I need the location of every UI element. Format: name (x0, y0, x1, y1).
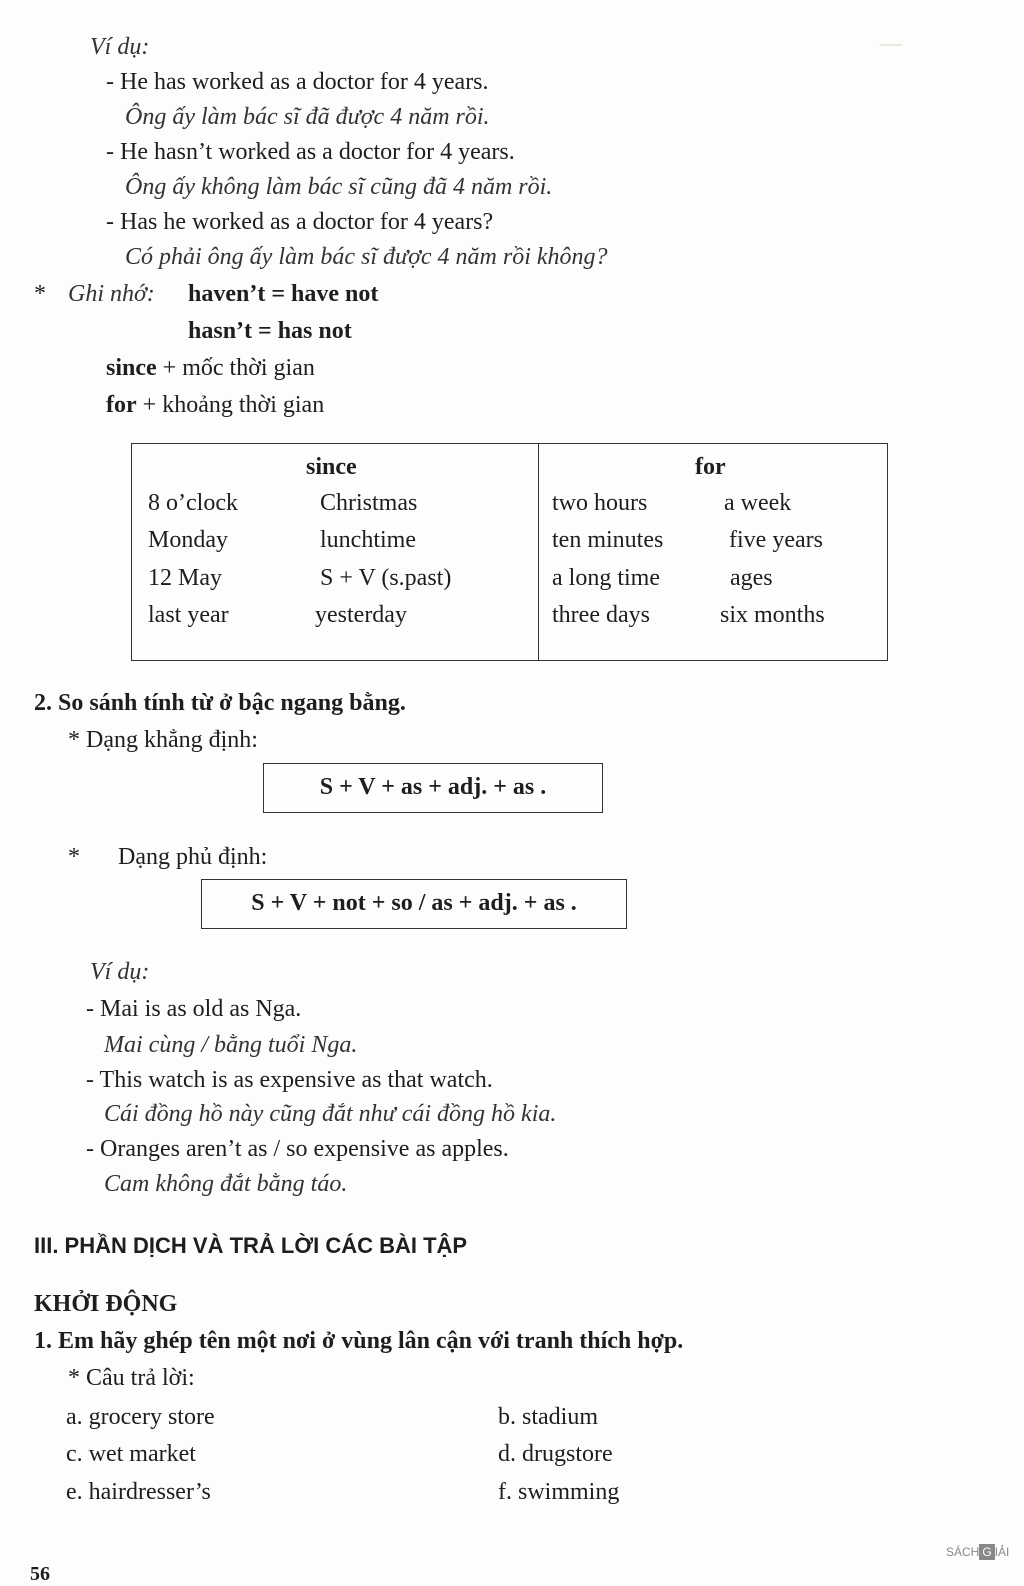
answer-item: a. grocery store (66, 1404, 215, 1430)
table-cell: S + V (s.past) (320, 565, 452, 591)
answer-item: f. swimming (498, 1479, 620, 1505)
note-label: Ghi nhớ: (68, 281, 155, 307)
answer-item: e. hairdresser’s (66, 1479, 211, 1505)
question-1: 1. Em hãy ghép tên một nơi ở vùng lân cận với tranh thích hợp. (34, 1328, 684, 1354)
bleed-through: — (880, 30, 902, 55)
table-cell: last year (148, 602, 229, 628)
table-cell: ages (730, 565, 773, 591)
table-cell: a long time (552, 565, 660, 591)
table-cell: yesterday (315, 602, 407, 628)
table-cell: six months (720, 602, 825, 628)
answer-label: * Câu trả lời: (68, 1365, 195, 1391)
note-since-word: since (106, 355, 157, 381)
watermark-g-icon: G (979, 1544, 994, 1560)
note-star: * (34, 281, 46, 307)
negative-label: Dạng phủ định: (118, 844, 268, 870)
table-cell: two hours (552, 490, 648, 516)
table-cell: 12 May (148, 565, 222, 591)
negative-star: * (68, 844, 80, 870)
note-for-word: for (106, 392, 137, 418)
affirmative-formula: S + V + as + adj. + as . (263, 763, 603, 813)
warmup-heading: KHỞI ĐỘNG (34, 1291, 178, 1317)
section3-title: III. PHẦN DỊCH VÀ TRẢ LỜI CÁC BÀI TẬP (34, 1233, 468, 1258)
example2-line: Cam không đắt bằng táo. (104, 1171, 348, 1197)
example1-line: Ông ấy không làm bác sĩ cũng đã 4 năm rồi. (125, 174, 553, 200)
table-cell: a week (724, 490, 792, 516)
note-for-rest: + khoảng thời gian (142, 392, 325, 418)
example1-line: - Has he worked as a doctor for 4 years? (106, 209, 494, 235)
example1-line: Có phải ông ấy làm bác sĩ được 4 năm rồi không? (125, 244, 608, 270)
example1-line: Ông ấy làm bác sĩ đã được 4 năm rồi. (125, 104, 490, 130)
answer-item: c. wet market (66, 1441, 196, 1467)
for-header: for (695, 454, 726, 480)
example2-line: - Mai is as old as Nga. (86, 996, 302, 1022)
since-header: since (306, 454, 357, 480)
note-for (106, 390, 324, 420)
table-cell: Christmas (320, 490, 418, 516)
note-haven: haven’t = have not (188, 281, 379, 307)
section2-title: 2. So sánh tính từ ở bậc ngang bằng. (34, 690, 406, 716)
example2-line: - Oranges aren’t as / so expensive as apples. (86, 1136, 509, 1162)
table-divider (538, 444, 539, 660)
example1-line: - He hasn’t worked as a doctor for 4 years. (106, 139, 515, 165)
answer-item: d. drugstore (498, 1441, 613, 1467)
example2-line: - This watch is as expensive as that watch. (86, 1067, 493, 1093)
note-since-rest: + mốc thời gian (162, 355, 315, 381)
watermark-logo (946, 1544, 1009, 1560)
table-cell: three days (552, 602, 650, 628)
example2-line: Mai cùng / bằng tuổi Nga. (104, 1032, 358, 1058)
watermark-text-end: IẢI (994, 1545, 1010, 1559)
affirmative-label: * Dạng khẳng định: (68, 727, 258, 753)
page-number: 56 (30, 1563, 50, 1585)
example2-label: Ví dụ: (90, 959, 150, 985)
note-hasn: hasn’t = has not (188, 318, 352, 344)
negative-formula: S + V + not + so / as + adj. + as . (201, 879, 627, 929)
table-cell: five years (729, 527, 823, 553)
table-cell: ten minutes (552, 527, 664, 553)
example1-label: Ví dụ: (90, 34, 150, 60)
note-since (106, 353, 315, 383)
example1-line: - He has worked as a doctor for 4 years. (106, 69, 489, 95)
example2-line: Cái đồng hồ này cũng đắt như cái đồng hồ kia. (104, 1101, 557, 1127)
table-cell: Monday (148, 527, 228, 553)
watermark-text: SÁCH (946, 1545, 980, 1559)
table-cell: lunchtime (320, 527, 416, 553)
since-for-table (131, 443, 888, 661)
answer-item: b. stadium (498, 1404, 598, 1430)
table-cell: 8 o’clock (148, 490, 238, 516)
